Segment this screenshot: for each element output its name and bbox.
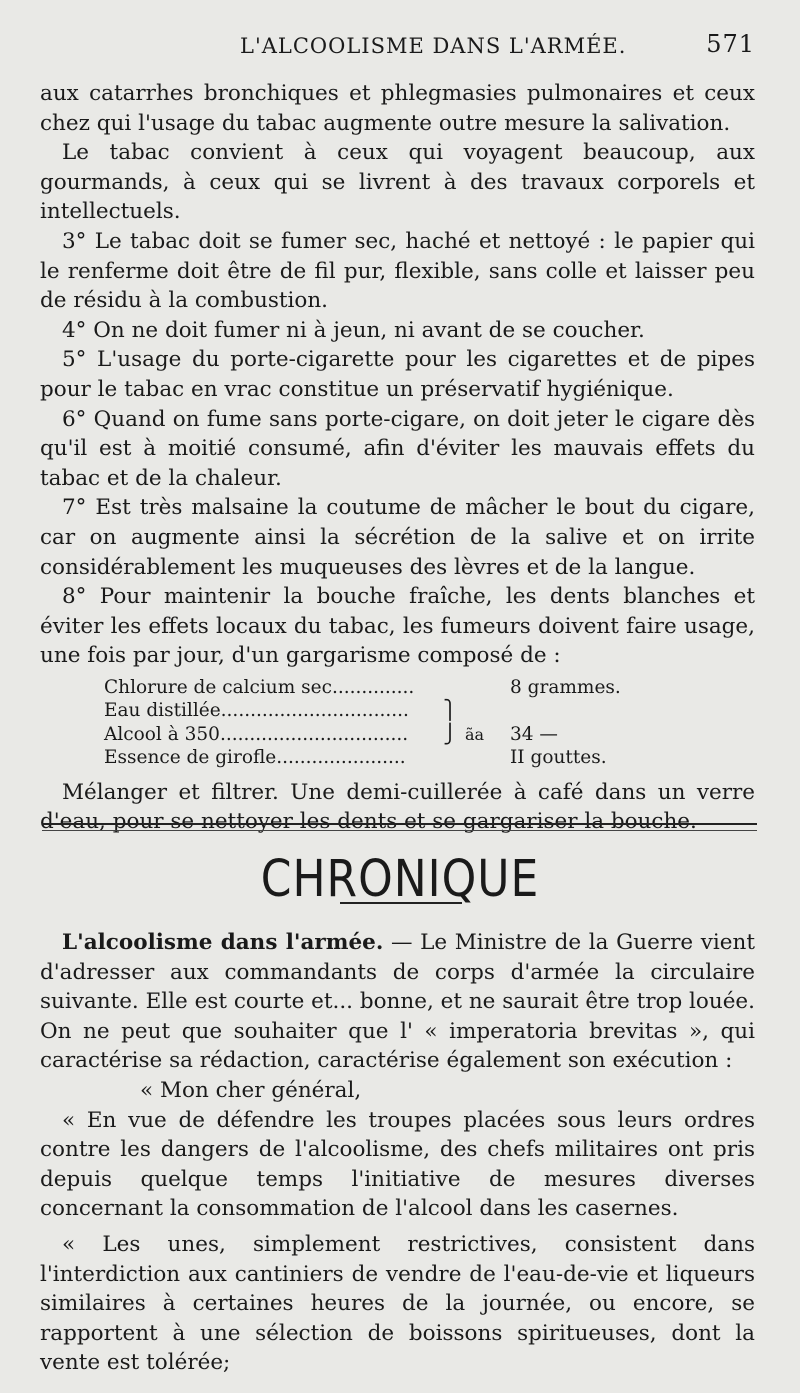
- ingredient-name: Chlorure de calcium sec..............: [104, 676, 415, 698]
- recipe-row: [40, 676, 755, 700]
- paragraph: 4° On ne doit fumer ni à jeun, ni avant de se coucher.: [62, 317, 645, 343]
- brace: ⎫: [443, 700, 457, 722]
- recipe-table: [40, 676, 755, 770]
- ingredient-name: Essence de girofle......................: [104, 747, 406, 769]
- article-heading: L'alcoolisme dans l'armée.: [62, 930, 384, 955]
- recipe-row: [40, 699, 755, 723]
- recipe-row: [40, 723, 755, 747]
- paragraph: « Les unes, simplement restrictives, consistent dans l'interdiction aux cantiniers de vendre de l'eau-de-vie et liqueurs similaires à certaines heures de la journée, ou encore, se rapportent à une sélection de boissons spiritueuses, dont la vente est tolérée;: [40, 1231, 755, 1376]
- section-divider: [42, 823, 757, 831]
- recipe-row: [40, 746, 755, 770]
- paragraph: Mélanger et filtrer. Une demi-cuillerée à café dans un verre d'eau, pour se nettoyer les dents et se gargariser la bouche.: [40, 779, 755, 835]
- salutation: « Mon cher général,: [140, 1077, 362, 1103]
- ana-abbrev: ãa: [465, 724, 485, 744]
- paragraph: 5° L'usage du porte-cigarette pour les cigarettes et de pipes pour le tabac en vrac constitue un préservatif hygiénique.: [40, 347, 755, 402]
- title-underline: [340, 902, 462, 904]
- ingredient-qty: 8 grammes.: [510, 676, 621, 698]
- paragraph: 7° Est très malsaine la coutume de mâcher le bout du cigare, car on augmente ainsi la sécrétion de la salive et on irrite considérablement les muqueuses des lèvres et de la langue.: [40, 495, 755, 580]
- running-header: [40, 30, 755, 64]
- paragraph: 3° Le tabac doit se fumer sec, haché et nettoyé : le papier qui le renferme doit être de fil pur, flexible, sans colle et laisser peu de résidu à la combustion.: [40, 228, 755, 314]
- paragraph: Le tabac convient à ceux qui voyagent beaucoup, aux gourmands, à ceux qui se livrent à des travaux corporels et intellectuels.: [40, 140, 755, 225]
- paragraph: aux catarrhes bronchiques et phlegmasies pulmonaires et ceux chez qui l'usage du tabac augmente outre mesure la salivation.: [40, 81, 755, 136]
- paragraph: 6° Quand on fume sans porte-cigare, on doit jeter le cigare dès qu'il est à moitié consumé, afin d'éviter les mauvais effets du tabac et de la chaleur.: [40, 406, 755, 491]
- article-lead: L'alcoolisme dans l'armée. — Le Ministre de la Guerre vient d'adresser aux commandants de corps d'armée la circulaire suivante. Elle est courte et... bonne, et ne saurait être trop louée. On ne peut que souhaiter que l' « imperatoria brevitas », qui caractérise sa rédaction, caractérise également son exécution :: [40, 930, 755, 1074]
- ingredient-qty: II gouttes.: [510, 747, 607, 769]
- ingredient-qty: 34 —: [510, 723, 558, 745]
- running-title: L'ALCOOLISME DANS L'ARMÉE.: [240, 34, 627, 58]
- body-text-top: [40, 79, 755, 837]
- ingredient-name: Eau distillée................................: [104, 700, 409, 722]
- brace: ⎭: [443, 723, 457, 745]
- section-title: CHRONIQUE: [260, 850, 540, 909]
- paragraph: « En vue de défendre les troupes placées sous leurs ordres contre les dangers de l'alcoolisme, des chefs militaires ont pris depuis quelque temps l'initiative de mesures diverses concernant la consommation de l'alcool dans les casernes.: [40, 1107, 755, 1222]
- paragraph: 8° Pour maintenir la bouche fraîche, les dents blanches et éviter les effets locaux du tabac, les fumeurs doivent faire usage, une fois par jour, d'un gargarisme composé de :: [40, 584, 755, 669]
- ingredient-name: Alcool à 350................................: [104, 723, 409, 745]
- body-text-article: [40, 928, 755, 1378]
- page-number: 571: [706, 30, 755, 58]
